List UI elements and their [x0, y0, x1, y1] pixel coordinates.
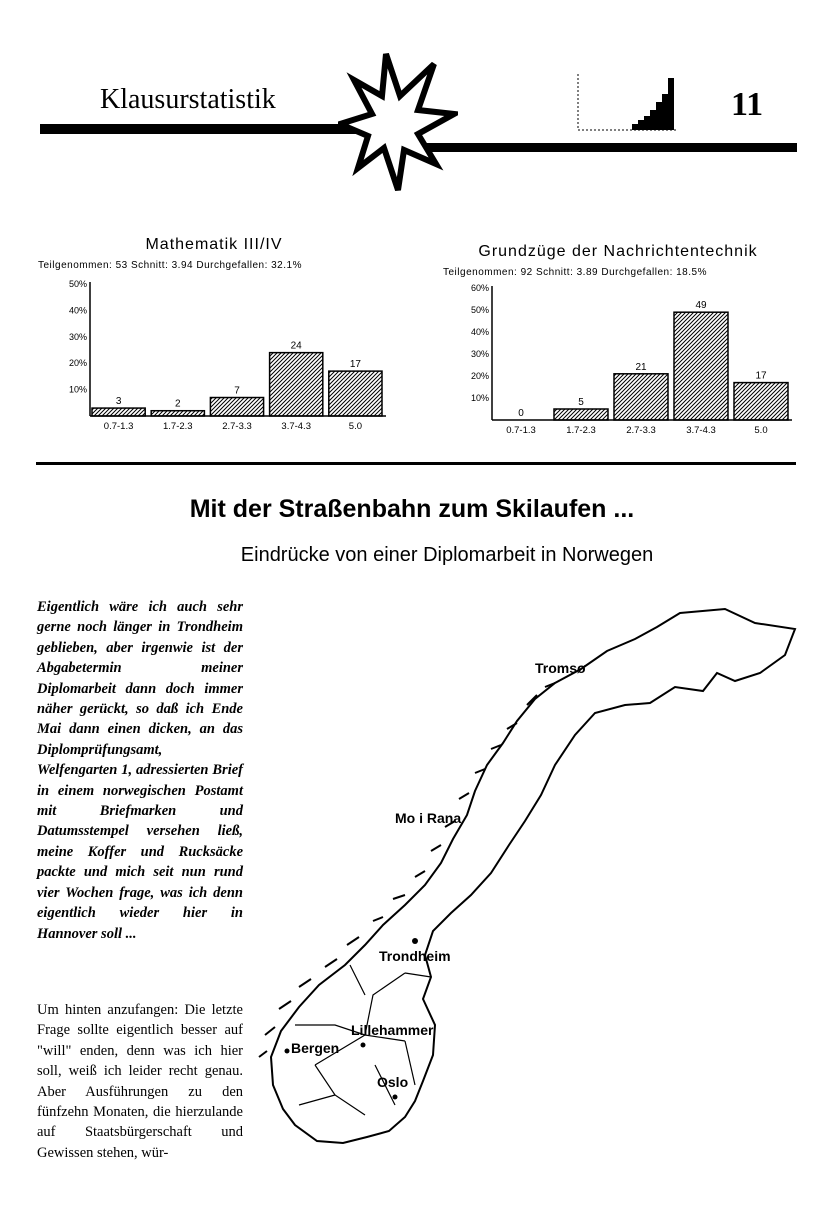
header-rule-right — [425, 143, 797, 152]
bar-value-label: 21 — [635, 361, 647, 373]
y-tick-label: 50% — [68, 279, 87, 289]
lillehammer-marker — [361, 1043, 366, 1048]
x-tick-label: 0.7-1.3 — [103, 421, 134, 432]
bar-chart-mathematik — [50, 276, 390, 438]
city-label-lillehammer: Lillehammer — [351, 1022, 434, 1038]
y-tick-label: 10% — [68, 384, 87, 395]
x-tick-label: 5.0 — [348, 421, 363, 432]
chart-subtitle: Teilgenommen: 92 Schnitt: 3.89 Durchgefallen: 18.5% — [443, 267, 707, 278]
bar — [614, 374, 668, 420]
city-label-tromso: Tromsø — [535, 660, 586, 676]
city-label-mo-i-rana: Mo i Rana — [395, 810, 462, 826]
bar-value-label: 3 — [115, 396, 122, 408]
bar-chart-nachrichtentechnik — [452, 282, 796, 442]
section-title: Klausurstatistik — [100, 84, 276, 115]
article-headline: Mit der Straßenbahn zum Skilaufen ... — [189, 495, 635, 523]
bar-value-label: 5 — [578, 397, 584, 408]
y-tick-label: 30% — [470, 349, 489, 359]
bar — [270, 353, 323, 416]
y-tick-label: 40% — [68, 305, 87, 316]
section-divider — [36, 462, 796, 465]
bar — [151, 411, 204, 416]
chart-title: Mathematik III/IV — [145, 236, 283, 253]
x-tick-label: 0.7-1.3 — [506, 425, 536, 436]
y-tick-label: 10% — [470, 393, 489, 403]
y-tick-label: 40% — [470, 327, 489, 337]
bar-value-label: 24 — [290, 340, 302, 352]
bar-value-label: 17 — [349, 359, 361, 371]
city-label-bergen: Bergen — [291, 1040, 340, 1056]
bar-value-label: 17 — [755, 370, 767, 382]
bar — [92, 408, 145, 416]
chart-subtitle: Teilgenommen: 53 Schnitt: 3.94 Durchgefallen: 32.1% — [38, 260, 302, 271]
y-tick-label: 30% — [68, 331, 87, 342]
bar — [329, 371, 382, 416]
trondheim-marker — [412, 938, 418, 944]
bar-value-label: 2 — [175, 398, 181, 410]
bar-value-label: 7 — [234, 385, 240, 397]
norway-map — [255, 595, 800, 1200]
x-tick-label: 2.7-3.3 — [222, 421, 252, 432]
bar-value-label: 0 — [518, 408, 524, 419]
y-tick-label: 20% — [68, 358, 87, 369]
article-intro: Eigentlich wäre ich auch sehr gerne noch länger in Trondheim geblieben, aber irgenwie ist der Abgabetermin meiner Diplomarbeit dann doch immer näher gerückt, so daß ich Ende Mai dann einen dicken, an das Diplomprüfungsamt, Welfengarten 1, adressierten Brief in einem norwegischen Postamt mit Briefmarken und Datumsstempel versehen ließ, meine Koffer und Rucksäcke packte und mich seit nun rund vier Wochen frage, was ich denn eigentlich wieder hier in Hannover soll ... — [37, 599, 243, 942]
oslo-marker — [393, 1095, 398, 1100]
x-tick-label: 3.7-4.3 — [281, 421, 311, 432]
city-label-trondheim: Trondheim — [379, 948, 451, 964]
x-tick-label: 5.0 — [754, 425, 768, 436]
x-tick-label: 3.7-4.3 — [686, 425, 716, 436]
article-body: Um hinten anzufangen: Die letzte Frage sollte eigentlich besser auf "will" enden, denn was ich hier soll, weiß ich leider recht genau. Aber Ausführungen zu den fünfzehn Monaten, die hierzulande auf Staatsbürgerschaft und Gewissen stehen, wür- — [37, 1002, 243, 1161]
y-tick-label: 20% — [470, 371, 489, 381]
city-label-oslo: Oslo — [377, 1074, 409, 1090]
bar — [734, 383, 788, 420]
x-tick-label: 2.7-3.3 — [626, 425, 656, 436]
article-subheadline: Eindrücke von einer Diplomarbeit in Norwegen — [240, 544, 654, 566]
bar — [554, 409, 608, 420]
y-tick-label: 60% — [470, 283, 489, 293]
norway-outline — [271, 609, 795, 1143]
starburst-icon — [338, 52, 458, 192]
bar-value-label: 49 — [695, 300, 707, 312]
x-tick-label: 1.7-2.3 — [566, 425, 596, 436]
histogram-icon — [572, 72, 682, 134]
bar — [674, 312, 728, 420]
bergen-marker — [285, 1049, 290, 1054]
page-number: 11 — [731, 86, 764, 123]
bar — [210, 398, 263, 416]
x-tick-label: 1.7-2.3 — [163, 421, 193, 432]
y-tick-label: 50% — [470, 305, 489, 315]
chart-title: Grundzüge der Nachrichtentechnik — [478, 243, 758, 260]
